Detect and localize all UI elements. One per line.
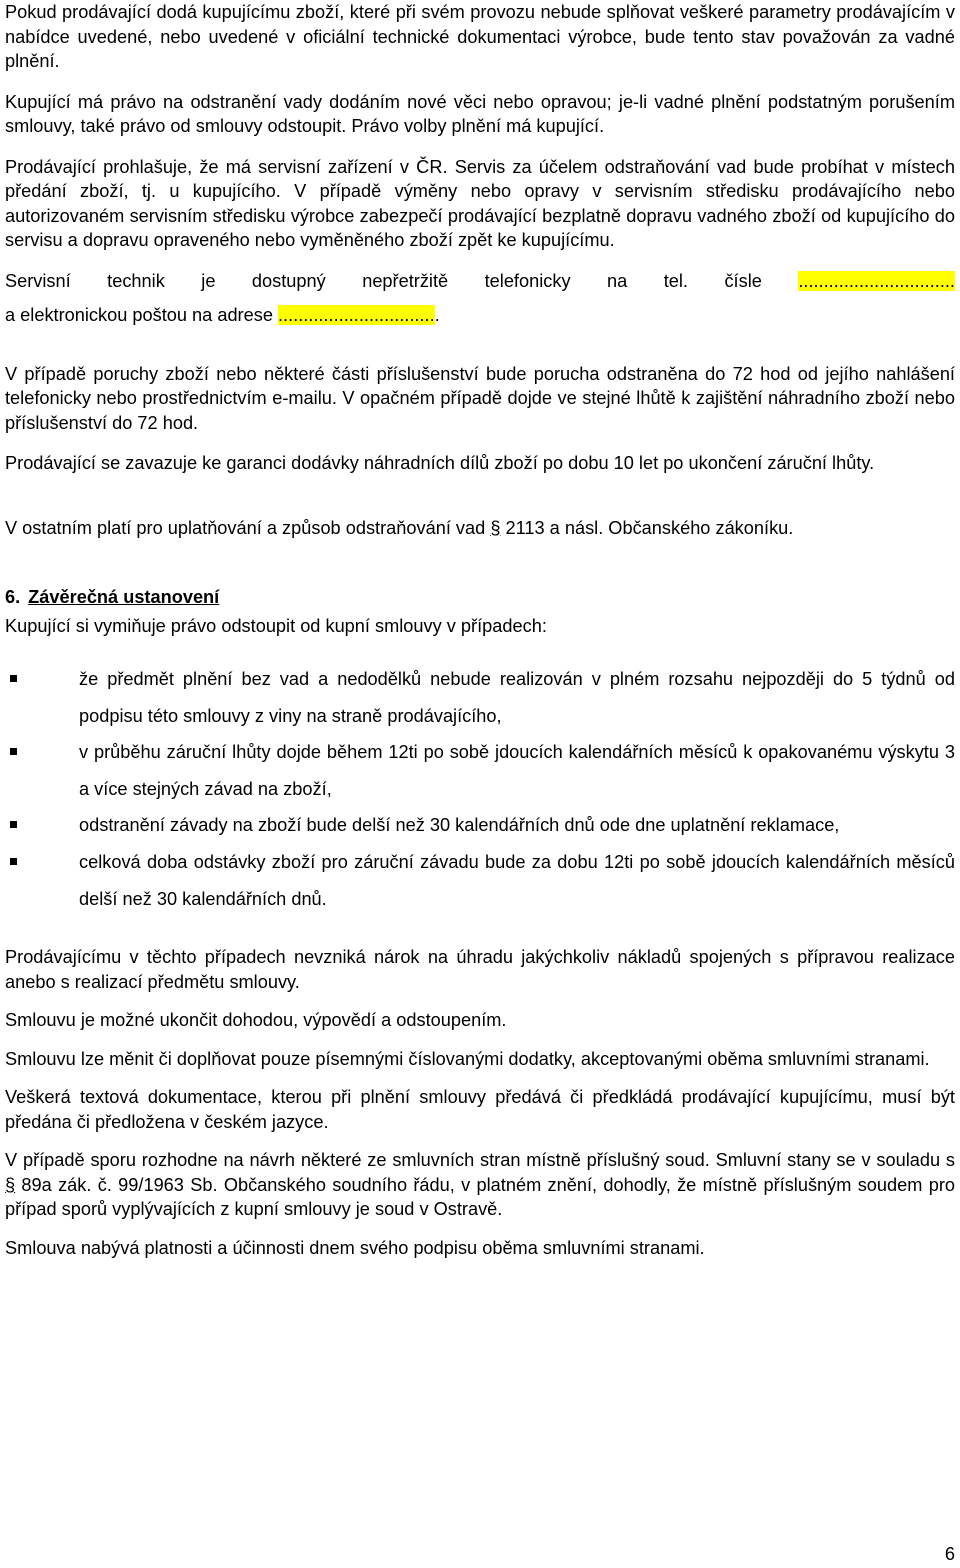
paragraph-buyer-rights: Kupující má právo na odstranění vady dodáním nové věci nebo opravou; je-li vadné plnění podstatným porušením smlouvy, také právo od smlouvy odstoupit. Právo volby plnění má kupující. (5, 91, 955, 136)
phone-number-placeholder: ............................... (798, 270, 955, 291)
page-number: 6 (944, 1544, 955, 1564)
list-item (5, 807, 955, 844)
list-item-text: celková doba odstávky zboží pro záruční závadu bude za dobu 12ti po sobě jdoucích kalendářních měsíců delší než 30 kalendářních dnů. (79, 851, 955, 909)
paragraph-service-technician-email (5, 303, 955, 328)
paragraph-service-facility: Prodávající prohlašuje, že má servisní zařízení v ČR. Servis za účelem odstraňování vad bude probíhat v místech předání zboží, tj. u kupujícího. V případě výměny nebo opravy v servisním středisku prodávajícího nebo autorizovaném servisním středisku výrobce zabezpečí prodávající bezplatně dopravu vadného zboží od kupujícího do servisu a dopravu opraveného nebo vyměněného zboží zpět ke kupujícímu. (5, 156, 955, 250)
section-heading (5, 585, 955, 610)
document-page (5, 0, 955, 1260)
paragraph-other-provisions (5, 516, 955, 541)
other-provisions-text-end: 2113 a násl. Občanského zákoníku. (500, 517, 794, 538)
paragraph-fault-repair: V případě poruchy zboží nebo některé části příslušenství bude porucha odstraněna do 72 hod od jejího nahlášení telefonicky nebo prostřednictvím e-mailu. V opačném případě dojde ve stejné lhůtě k zajištění náhradního zboží nebo příslušenství do 72 hod. (5, 363, 955, 433)
email-address-placeholder: ............................... (278, 305, 435, 325)
jurisdiction-text: V případě sporu rozhodne na návrh některé ze smluvních stran místně příslušný soud. Smluvní stany se v souladu s (5, 1150, 955, 1171)
paragraph-service-technician-phone (5, 269, 955, 294)
other-provisions-text: V ostatním platí pro uplatňování a způsob odstraňování vad (5, 517, 486, 538)
list-item-text: odstranění závady na zboží bude delší než 30 kalendářních dnů ode dne uplatnění reklamace, (79, 815, 840, 836)
section-sign: § (5, 1174, 16, 1195)
list-item (5, 734, 955, 807)
service-email-end: . (434, 305, 440, 325)
list-item (5, 661, 955, 734)
paragraph-language: Veškerá textová dokumentace, kterou při plnění smlouvy předává či předkládá prodávající kupujícímu, musí být předána či předložena v českém jazyce. (5, 1087, 955, 1132)
service-email-text: a elektronickou poštou na adrese (5, 305, 273, 325)
paragraph-amendments: Smlouvu lze měnit či doplňovat pouze písemnými číslovanými dodatky, akceptovanými oběma smluvními stranami. (5, 1048, 930, 1069)
withdrawal-conditions-list (5, 661, 955, 917)
section-number: 6. (5, 587, 21, 607)
paragraph-spare-parts: Prodávající se zavazuje ke garanci dodávky náhradních dílů zboží po dobu 10 let po ukončení záruční lhůty. (5, 453, 875, 473)
list-item-text: že předmět plnění bez vad a nedodělků nebude realizován v plném rozsahu nejpozději do 5 týdnů od podpisu této smlouvy z viny na straně prodávajícího, (79, 669, 955, 726)
square-bullet-icon (10, 858, 17, 865)
section-intro: Kupující si vymiňuje právo odstoupit od kupní smlouvy v případech: (5, 615, 547, 636)
square-bullet-icon (10, 748, 17, 755)
paragraph-no-cost-claim: Prodávajícímu v těchto případech nevzniká nárok na úhradu jakýchkoliv nákladů spojených s přípravou realizace anebo s realizací předmětu smlouvy. (5, 947, 955, 992)
paragraph-defective-performance: Pokud prodávající dodá kupujícímu zboží, které při svém provozu nebude splňovat veškeré parametry prodávajícím v nabídce uvedené, nebo uvedené v oficiální technické dokumentaci výrobce, bude tento stav považován za vadné plnění. (5, 2, 955, 71)
paragraph-termination: Smlouvu je možné ukončit dohodou, výpovědí a odstoupením. (5, 1010, 507, 1031)
section-title: Závěrečná ustanovení (28, 587, 220, 607)
jurisdiction-text-end: 89a zák. č. 99/1963 Sb. Občanského soudního řádu, v platném znění, dohodly, že místně příslušným soudem pro případ sporů vyplývajících z kupní smlouvy je soud v Ostravě. (5, 1174, 955, 1220)
paragraph-validity: Smlouva nabývá platnosti a účinnosti dnem svého podpisu oběma smluvními stranami. (5, 1237, 705, 1258)
square-bullet-icon (10, 675, 17, 682)
section-sign: § (490, 517, 501, 538)
service-phone-text: Servisní technik je dostupný nepřetržitě telefonicky na tel. čísle (5, 270, 762, 291)
list-item-text: v průběhu záruční lhůty dojde během 12ti po sobě jdoucích kalendářních měsíců k opakovanému výskytu 3 a více stejných závad na zboží, (79, 742, 955, 799)
list-item (5, 844, 955, 917)
square-bullet-icon (10, 821, 17, 828)
paragraph-jurisdiction (5, 1148, 955, 1222)
